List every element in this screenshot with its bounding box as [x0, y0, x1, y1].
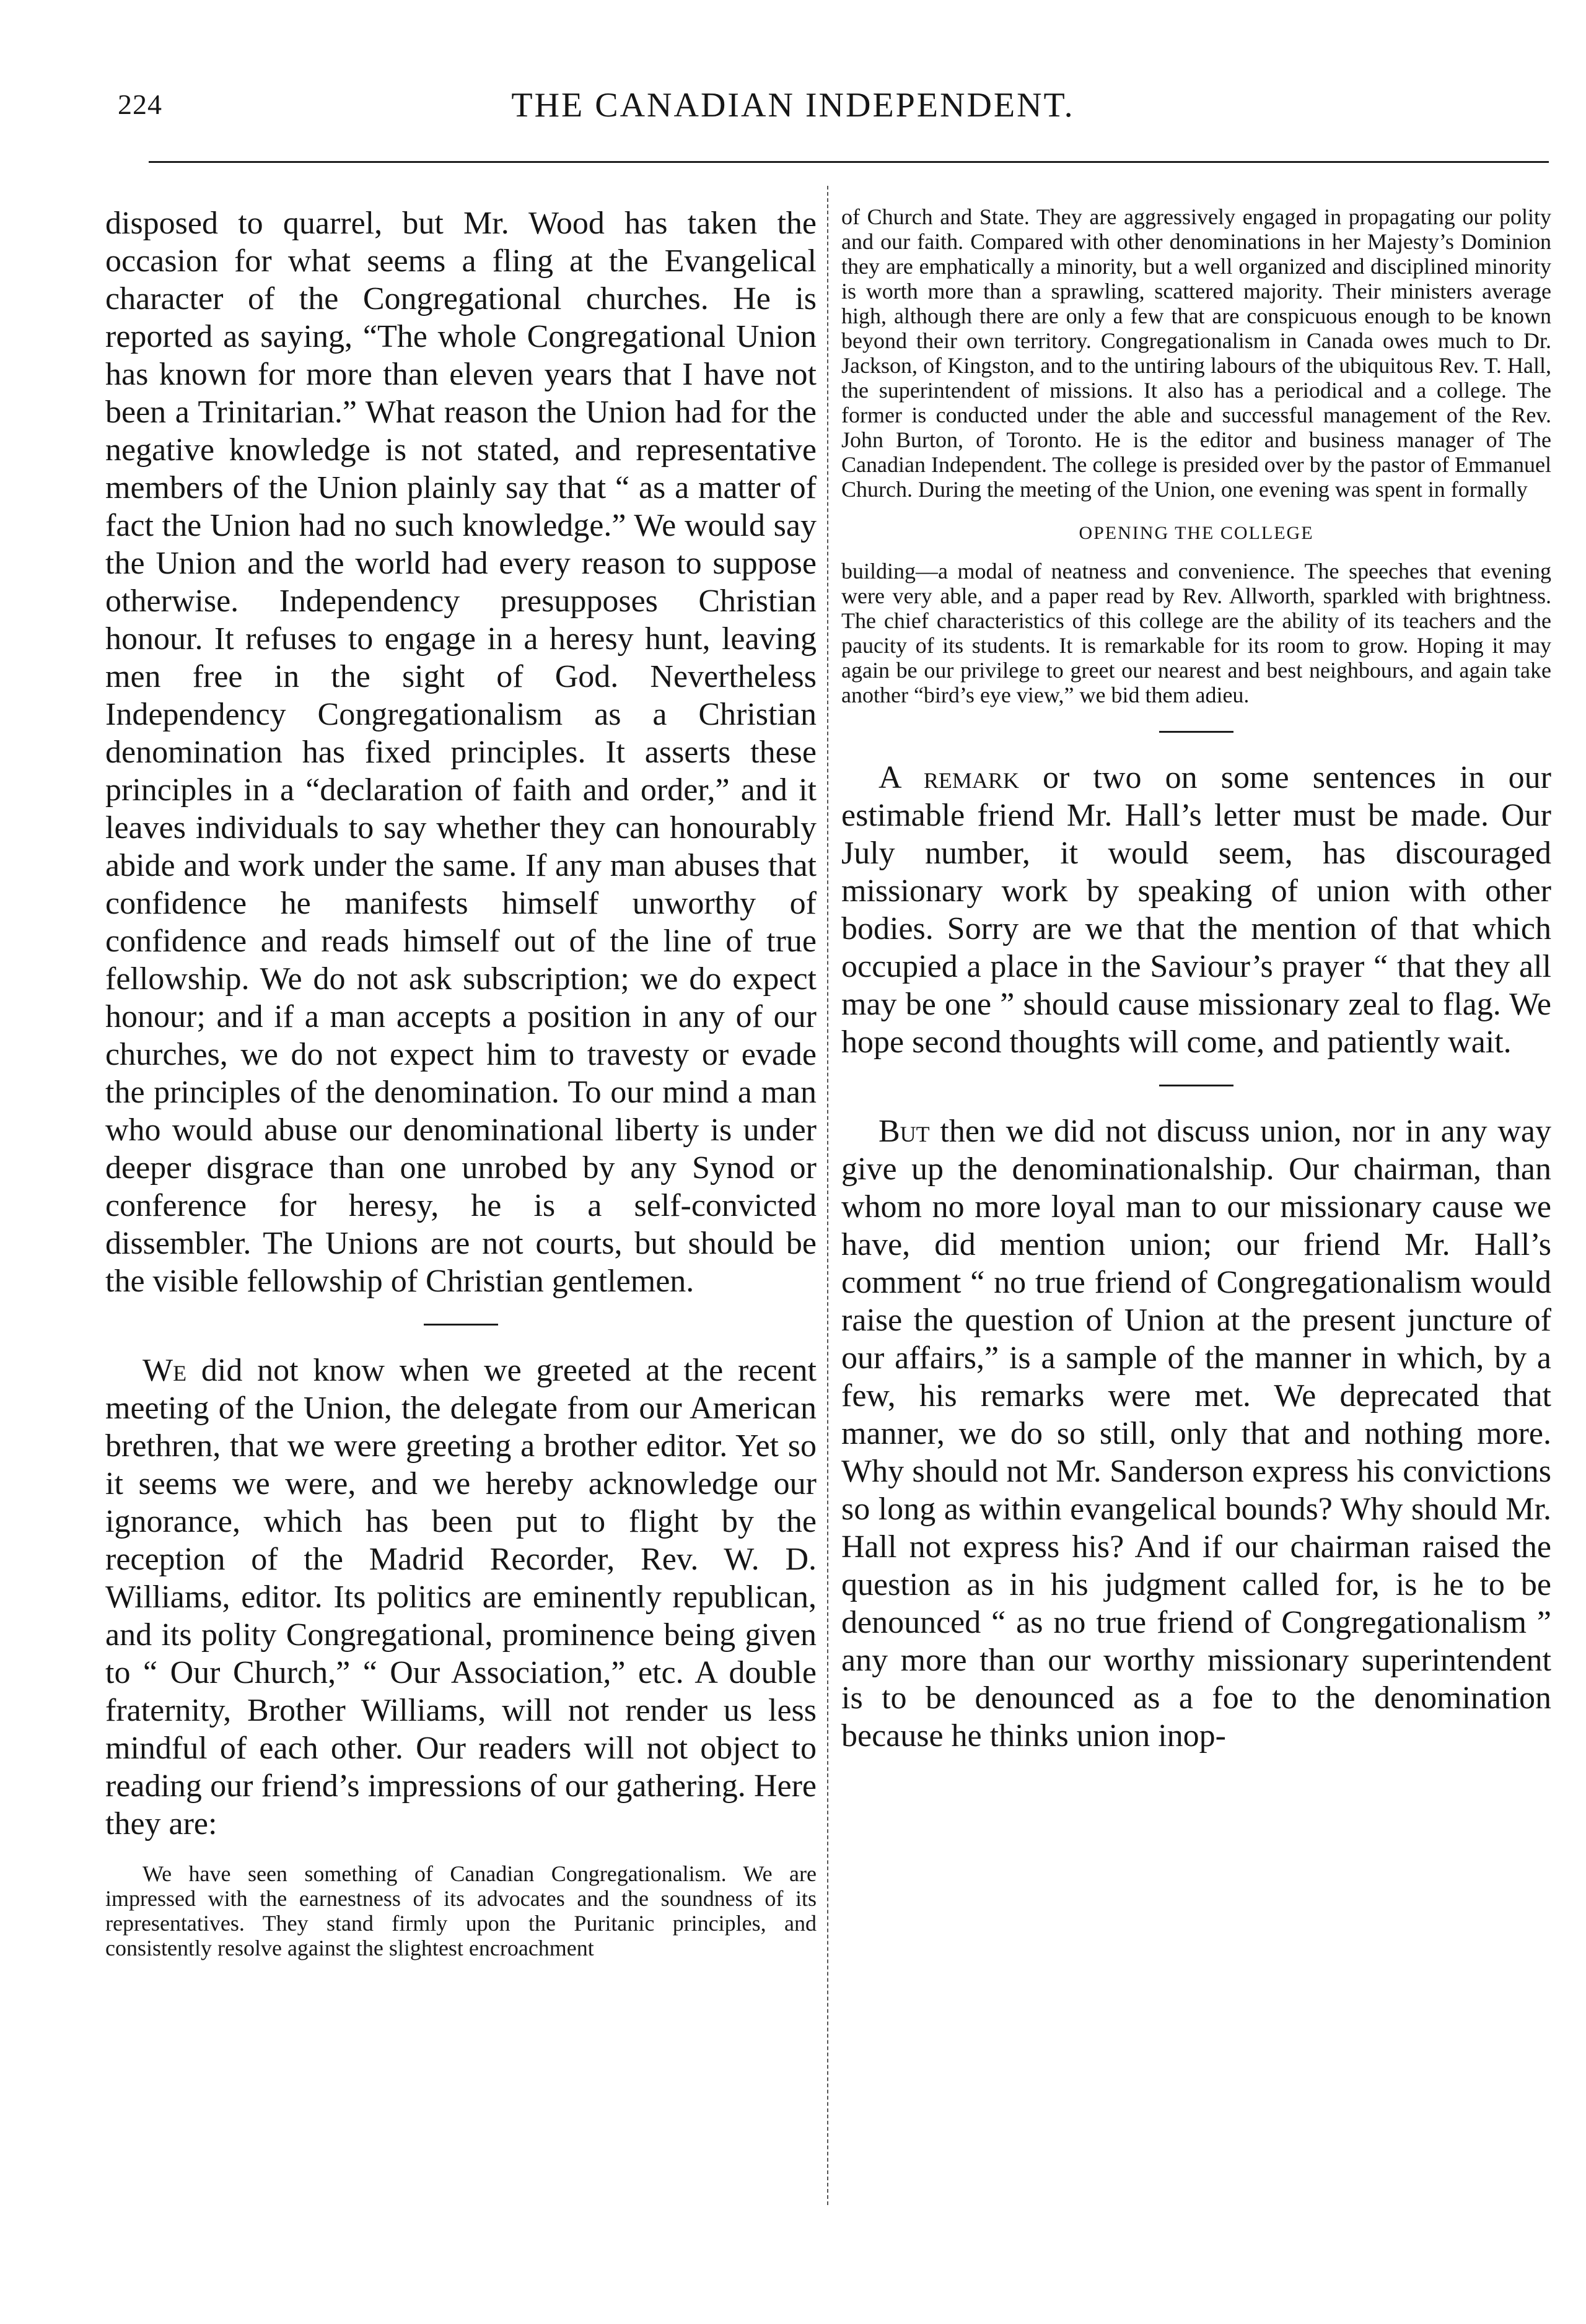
column-divider — [827, 186, 828, 2205]
paragraph-union-discussion — [841, 1112, 1551, 1755]
left-column — [105, 204, 817, 1960]
paragraph-remark-hall — [841, 759, 1551, 1061]
paragraph-madrid-recorder — [105, 1352, 817, 1843]
header-rule — [149, 161, 1549, 163]
quoted-extract-college: building—a modal of neatness and convenience. The speeches that evening were very able, and a paper read by Rev. Allworth, sparkled with brightness. The chief characteristics of this college are the ability of its teachers and the paucity of its students. It is remarkable for its room to grow. Hoping it may again be our privilege to greet our nearest and best neighbours, and again take another “bird’s eye view,” we bid them adieu. — [841, 559, 1551, 707]
paragraph-text: or two on some sentences in our estimable friend Mr. Hall’s letter must be made. Our July number, it would seem, has discouraged missionary work by speaking of union with other bodies. Sorry are we that the mention of that which occupied a place in the Saviour’s prayer “ that they all may be one ” should cause missionary zeal to flag. We hope second thoughts will come, and patiently wait. — [841, 760, 1551, 1060]
drop-lead: But — [878, 1114, 930, 1149]
running-title: THE CANADIAN INDEPENDENT. — [511, 86, 1075, 124]
drop-lead: A remark — [878, 760, 1019, 795]
right-column — [841, 204, 1551, 1755]
paragraph-text: then we did not discuss union, nor in any way give up the denominationalship. Our chairman, than whom no more loyal man to our missionary cause we have, did mention union; our friend Mr. Hall’s comment “ no true friend of Congregationalism would raise the question of Union at the present juncture of our affairs,” is a sample of the manner in which, by a few, his remarks were met. We deprecated that manner, we do so still, only that and nothing more. Why should not Mr. Sanderson express his convictions so long as within evangelical bounds? Why should Mr. Hall not express his? And if our chairman raised the question as in his judgment called for, is he to be denounced “ as no true friend of Congregationalism ” any more than our worthy missionary superintendent is to be denounced as a foe to the denomination because he thinks union inop- — [841, 1114, 1551, 1754]
paragraph-text: did not know when we greeted at the recent meeting of the Union, the delegate from our American brethren, that we were greeting a brother editor. Yet so it seems we were, and we hereby acknowledge our ignorance, which has been put to flight by the reception of the Madrid Recorder, Rev. W. D. Williams, editor. Its politics are eminently republican, and its polity Congregational, prominence being given to “ Our Church,” “ Our Association,” etc. A double fraternity, Brother Williams, will not render us less mindful of each other. Our readers will not object to reading our friend’s impressions of our gathering. Here they are: — [105, 1353, 817, 1841]
page-number: 224 — [118, 89, 162, 120]
quoted-extract: We have seen something of Canadian Congregationalism. We are impressed with the earnestness of its advocates and the soundness of its representatives. They stand firmly upon the Puritanic principles, and consistently resolve against the slightest encroachment — [105, 1861, 817, 1960]
section-separator — [424, 1324, 498, 1326]
paragraph-wood-union: disposed to quarrel, but Mr. Wood has taken the occasion for what seems a fling at the Evangelical character of the Congregational churches. He is reported as saying, “The whole Congregational Union has known for more than eleven years that I have not been a Trinitarian.” What reason the Union had for the negative knowledge is not stated, and representative members of the Union plainly say that “ as a matter of fact the Union had no such knowledge.” We would say the Union and the world had every reason to suppose otherwise. Independency presupposes Christian honour. It refuses to engage in a heresy hunt, leaving men free in the sight of God. Nevertheless Independency Congregationalism as a Christian denomination has fixed principles. It asserts these principles in a “declaration of faith and order,” and it leaves individuals to say whether they can honourably abide and work under the same. If any man abuses that confidence he manifests himself unworthy of confidence and reads himself out of the line of true fellowship. We do not ask subscription; we do expect honour; and if a man accepts a position in any of our churches, we do not expect him to travesty or evade the principles of the denomination. To our mind a man who would abuse our denominational liberty is under deeper disgrace than one unrobed by any Synod or conference for heresy, he is a self-convicted dissembler. The Unions are not courts, but should be the visible fellowship of Christian gentlemen. — [105, 206, 817, 1299]
drop-lead: We — [142, 1353, 187, 1388]
section-separator — [1159, 1085, 1233, 1086]
section-separator — [1159, 731, 1233, 733]
subheading-opening-college: OPENING THE COLLEGE — [1079, 523, 1314, 543]
quoted-extract-continued: of Church and State. They are aggressively engaged in propagating our polity and our faith. Compared with other denominations in her Majesty’s Dominion they are emphatically a minority, but a well organized and disciplined minority is worth more than a sprawling, scattered majority. Their ministers average high, although there are only a few that are conspicuous enough to be known beyond their own territory. Congregationalism in Canada owes much to Dr. Jackson, of Kingston, and to the untiring labours of the ubiquitous Rev. T. Hall, the superintendent of missions. It also has a periodical and a college. The former is conducted under the able and successful management of the Rev. John Burton, of Toronto. He is the editor and business manager of The Canadian Independent. The college is presided over by the pastor of Emmanuel Church. During the meeting of the Union, one evening was spent in formally — [841, 204, 1551, 502]
